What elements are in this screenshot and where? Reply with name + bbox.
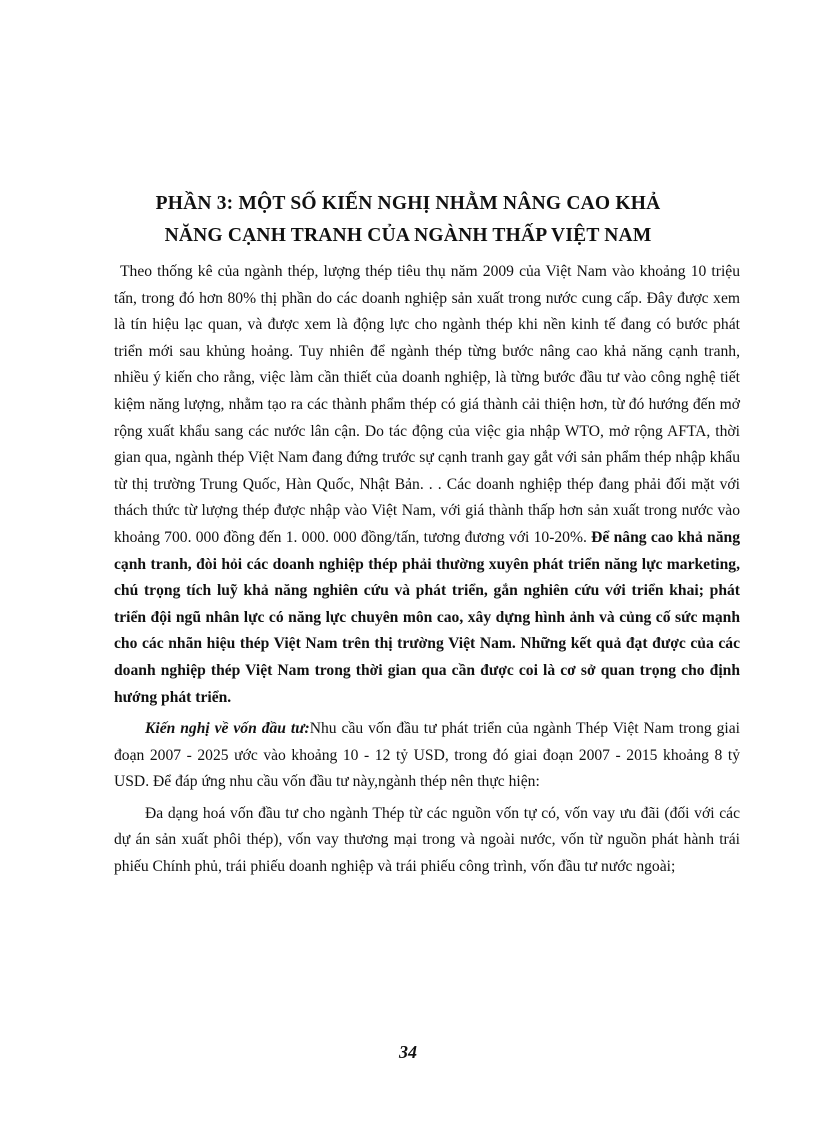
section-title (60, 188, 756, 252)
paragraph-investment-heading: Kiến nghị về vốn đầu tư: (145, 720, 310, 738)
section-title-line-1: PHẦN 3: MỘT SỐ KIẾN NGHỊ NHẰM NÂNG CAO KHẢ (155, 193, 661, 214)
paragraph-investment-text: Nhu cầu vốn đầu tư phát triển của ngành Thép Việt Nam trong giai đoạn 2007 - 2025 ước vào khoảng 10 - 12 tỷ USD, trong đó giai đoạn 2007 - 2015 khoảng 8 tỷ USD. Để đáp ứng nhu cầu vốn đầu tư này,ngành thép nên thực hiện: (114, 720, 740, 791)
paragraph-overview-bold-text: Để nâng cao khả năng cạnh tranh, đòi hỏi các doanh nghiệp thép phải thường xuyên phát triển năng lực marketing, chú trọng tích luỹ khả năng nghiên cứu và phát triển, gắn nghiên cứu với triển khai; phát triển đội ngũ nhân lực có năng lực chuyên môn cao, xây dựng hình ảnh và củng cố sức mạnh cho các nhãn hiệu thép Việt Nam trên thị trường Việt Nam. Những kết quả đạt được của các doanh nghiệp thép Việt Nam trong thời gian qua cần được coi là cơ sở quan trọng cho định hướng phát triển. (114, 528, 741, 706)
section-title-line-2: NĂNG CẠNH TRANH CỦA NGÀNH THẤP VIỆT NAM (164, 225, 652, 246)
paragraph-overview-text: Theo thống kê của ngành thép, lượng thép tiêu thụ năm 2009 của Việt Nam vào khoảng 10 triệu tấn, trong đó hơn 80% thị phần do các doanh nghiệp sản xuất trong nước cung cấp. Đây được xem là tín hiệu lạc quan, và được xem là động lực cho ngành thép khi nền kinh tế đang có bước phát triển mới sau khủng hoảng. Tuy nhiên để ngành thép từng bước nâng cao khả năng cạnh tranh, nhiều ý kiến cho rằng, việc làm cần thiết của doanh nghiệp, là từng bước đầu tư vào công nghệ tiết kiệm năng lượng, nhằm tạo ra các thành phẩm thép có giá thành cải thiện hơn, từ đó hướng đến mở rộng xuất khẩu sang các nước lân cận. Do tác động của việc gia nhập WTO, mở rộng AFTA, thời gian qua, ngành thép Việt Nam đang đứng trước sự cạnh tranh gay gắt với sản phẩm thép nhập khẩu từ thị trường Trung Quốc, Hàn Quốc, Nhật Bản. . . Các doanh nghiệp thép đang phải đối mặt với thách thức từ lượng thép được nhập vào Việt Nam, với giá thành thấp hơn sản xuất trong nước vào khoảng 700. 000 đồng đến 1. 000. 000 đồng/tấn, tương đương với 10-20%. (114, 263, 740, 546)
paragraph-overview (114, 259, 740, 711)
document-body (114, 259, 740, 881)
paragraph-diversify: Đa dạng hoá vốn đầu tư cho ngành Thép từ các nguồn vốn tự có, vốn vay ưu đãi (đối với các dự án sản xuất phôi thép), vốn vay thương mại trong và ngoài nước, vốn từ nguồn phát hành trái phiếu Chính phủ, trái phiếu doanh nghiệp và trái phiếu công trình, vốn đầu tư nước ngoài; (114, 804, 740, 876)
paragraph-investment (114, 716, 740, 796)
page-number: 34 (399, 1042, 417, 1062)
